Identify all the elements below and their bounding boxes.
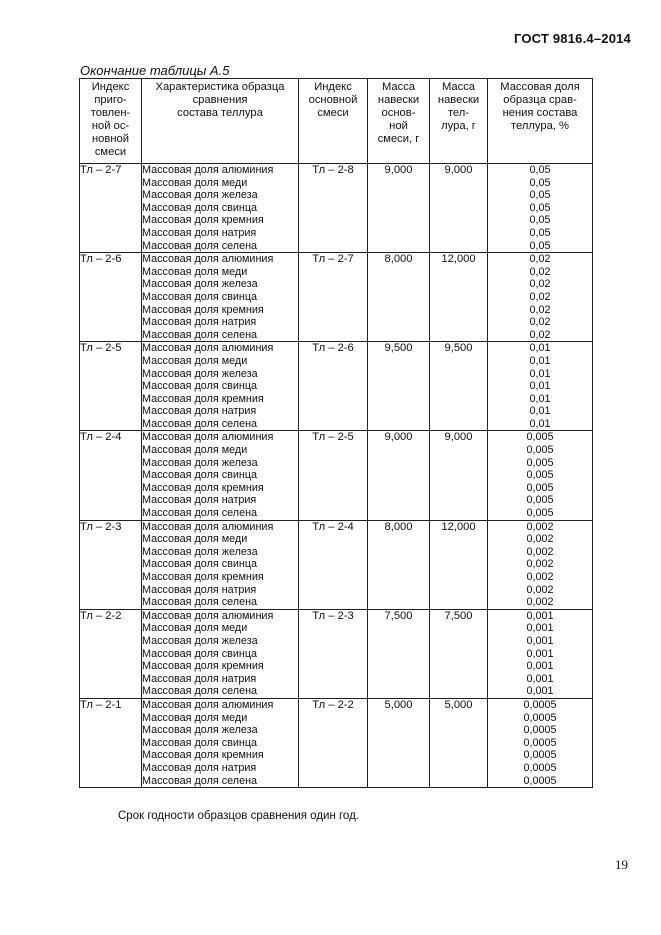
characteristic-line: Массовая доля натрия [142,494,257,507]
mass-fraction-value: 0,05 [529,189,551,202]
mass-fraction-value: 0,0005 [523,736,557,749]
mass-fraction-value: 0,01 [529,380,551,393]
mass-fraction-value: 0,01 [529,405,551,418]
characteristic-line: Массовая доля меди [142,711,248,724]
mass-fraction-value: 0,05 [529,164,551,176]
characteristic-line: Массовая доля селена [142,417,258,430]
prepared-mix-index: Тл – 2-2 [80,609,142,698]
characteristic-line: Массовая доля селена [142,596,258,609]
col-header-mass-fraction: Массовая доля образца срав- нения состава теллура, % [488,79,593,164]
characteristic-line: Массовая доля железа [142,367,258,380]
tellurium-mass: 9,500 [430,342,488,431]
tellurium-mass: 12,000 [430,253,488,342]
base-mix-mass: 9,000 [368,431,430,520]
mass-fraction-value: 0,002 [526,520,554,533]
table-row [80,253,593,342]
base-mix-index: Тл – 2-8 [299,164,368,253]
characteristic-line: Массовая доля железа [142,545,258,558]
characteristics-cell [142,609,299,698]
mass-fraction-value: 0,01 [529,392,551,405]
mass-fraction-value: 0,02 [529,328,551,341]
mass-fraction-value: 0,01 [529,342,551,355]
tellurium-mass: 9,000 [430,431,488,520]
base-mix-mass: 7,500 [368,609,430,698]
characteristic-line: Массовая доля кремния [142,660,264,673]
mass-fraction-value: 0,05 [529,214,551,227]
table-row [80,431,593,520]
mass-fraction-value: 0,002 [526,533,554,546]
mass-fraction-value: 0,01 [529,367,551,380]
characteristic-line: Массовая доля алюминия [142,253,274,266]
mass-fraction-value: 0,005 [526,481,554,494]
mass-fraction-value: 0,02 [529,316,551,329]
characteristic-line: Массовая доля кремния [142,481,264,494]
mass-fraction-value: 0,0005 [523,698,557,711]
mass-fraction-value: 0,005 [526,431,554,444]
base-mix-mass: 9,500 [368,342,430,431]
characteristic-line: Массовая доля меди [142,622,248,635]
mass-fraction-value: 0,002 [526,583,554,596]
table-row [80,609,593,698]
characteristic-line: Массовая доля свинца [142,469,258,482]
mass-fraction-value: 0,001 [526,685,554,698]
mass-fraction-value: 0,0005 [523,774,557,787]
mass-fraction-value: 0,001 [526,609,554,622]
characteristic-line: Массовая доля кремния [142,749,264,762]
mass-fraction-value: 0,001 [526,634,554,647]
mass-fractions-cell [488,253,593,342]
mass-fraction-value: 0,0005 [523,711,557,724]
mass-fraction-value: 0,05 [529,239,551,252]
base-mix-index: Тл – 2-4 [299,520,368,609]
characteristic-line: Массовая доля алюминия [142,164,274,176]
characteristic-line: Массовая доля меди [142,533,248,546]
mass-fraction-value: 0,0005 [523,724,557,737]
characteristic-line: Массовая доля алюминия [142,520,274,533]
tellurium-mass: 7,500 [430,609,488,698]
table-row [80,698,593,787]
characteristic-line: Массовая доля алюминия [142,342,274,355]
prepared-mix-index: Тл – 2-7 [80,164,142,253]
base-mix-index: Тл – 2-7 [299,253,368,342]
mass-fraction-value: 0,005 [526,456,554,469]
base-mix-mass: 9,000 [368,164,430,253]
characteristic-line: Массовая доля свинца [142,558,258,571]
characteristic-line: Массовая доля меди [142,265,248,278]
characteristic-line: Массовая доля железа [142,189,258,202]
base-mix-index: Тл – 2-5 [299,431,368,520]
characteristic-line: Массовая доля алюминия [142,698,274,711]
mass-fractions-cell [488,520,593,609]
characteristic-line: Массовая доля селена [142,328,258,341]
characteristic-line: Массовая доля селена [142,774,258,787]
document-code: ГОСТ 9816.4–2014 [513,31,631,46]
characteristic-line: Массовая доля натрия [142,405,257,418]
characteristic-line: Массовая доля свинца [142,290,258,303]
characteristic-line: Массовая доля кремния [142,214,264,227]
prepared-mix-index: Тл – 2-6 [80,253,142,342]
mass-fractions-cell [488,431,593,520]
characteristic-line: Массовая доля кремния [142,303,264,316]
table-row [80,164,593,253]
shelf-life-note: Срок годности образцов сравнения один год. [118,810,359,822]
characteristic-line: Массовая доля свинца [142,647,258,660]
table-header-row [80,79,593,164]
characteristic-line: Массовая доля свинца [142,736,258,749]
characteristic-line: Массовая доля железа [142,456,258,469]
mass-fraction-value: 0,02 [529,253,551,266]
mass-fraction-value: 0,001 [526,660,554,673]
characteristic-line: Массовая доля селена [142,239,258,252]
characteristic-line: Массовая доля железа [142,724,258,737]
base-mix-mass: 8,000 [368,520,430,609]
characteristic-line: Массовая доля натрия [142,226,257,239]
characteristic-line: Массовая доля натрия [142,672,257,685]
mass-fraction-value: 0,05 [529,201,551,214]
mass-fractions-cell [488,698,593,787]
page-number: 19 [615,857,628,872]
table-body [80,164,593,788]
prepared-mix-index: Тл – 2-3 [80,520,142,609]
base-mix-index: Тл – 2-6 [299,342,368,431]
tellurium-mass: 5,000 [430,698,488,787]
mass-fraction-value: 0,001 [526,672,554,685]
mass-fraction-value: 0,02 [529,303,551,316]
mass-fraction-value: 0,0005 [523,761,557,774]
base-mix-index: Тл – 2-2 [299,698,368,787]
col-header-base-mass: Масса навески основ- ной смеси, г [368,79,430,164]
prepared-mix-index: Тл – 2-1 [80,698,142,787]
mass-fractions-cell [488,609,593,698]
characteristics-cell [142,431,299,520]
mass-fraction-value: 0,02 [529,265,551,278]
characteristic-line: Массовая доля свинца [142,380,258,393]
characteristics-cell [142,164,299,253]
col-header-characteristic: Характеристика образца сравнения состава теллура [142,79,299,164]
characteristic-line: Массовая доля кремния [142,571,264,583]
characteristic-line: Массовая доля натрия [142,761,257,774]
characteristic-line: Массовая доля железа [142,634,258,647]
characteristics-cell [142,342,299,431]
characteristic-line: Массовая доля селена [142,685,258,698]
mass-fraction-value: 0,01 [529,417,551,430]
characteristic-line: Массовая доля меди [142,444,248,457]
mass-fraction-value: 0,01 [529,354,551,367]
characteristic-line: Массовая доля натрия [142,316,257,329]
mass-fraction-value: 0,05 [529,226,551,239]
mass-fraction-value: 0,0005 [523,749,557,762]
mass-fraction-value: 0,02 [529,290,551,303]
table-caption: Окончание таблицы А.5 [80,63,230,78]
col-header-index: Индекс приго- товлен- ной ос- новной смеси [80,79,142,164]
tellurium-mass: 9,000 [430,164,488,253]
mass-fraction-value: 0,001 [526,622,554,635]
characteristic-line: Массовая доля меди [142,354,248,367]
mass-fraction-value: 0,001 [526,647,554,660]
base-mix-mass: 8,000 [368,253,430,342]
table-row [80,342,593,431]
tellurium-mass: 12,000 [430,520,488,609]
col-header-base-index: Индекс основной смеси [299,79,368,164]
mass-fraction-value: 0,002 [526,571,554,583]
prepared-mix-index: Тл – 2-5 [80,342,142,431]
prepared-mix-index: Тл – 2-4 [80,431,142,520]
col-header-tellurium-mass: Масса навески тел- лура, г [430,79,488,164]
characteristic-line: Массовая доля свинца [142,201,258,214]
characteristics-cell [142,520,299,609]
base-mix-index: Тл – 2-3 [299,609,368,698]
mass-fraction-value: 0,005 [526,494,554,507]
mass-fraction-value: 0,005 [526,444,554,457]
mass-fraction-value: 0,005 [526,507,554,520]
characteristic-line: Массовая доля натрия [142,583,257,596]
characteristic-line: Массовая доля алюминия [142,609,274,622]
mass-fraction-value: 0,005 [526,469,554,482]
mass-fraction-value: 0,002 [526,596,554,609]
characteristic-line: Массовая доля железа [142,278,258,291]
characteristic-line: Массовая доля селена [142,507,258,520]
characteristic-line: Массовая доля кремния [142,392,264,405]
mass-fraction-value: 0,002 [526,545,554,558]
mass-fraction-value: 0,02 [529,278,551,291]
characteristics-cell [142,253,299,342]
table-row [80,520,593,609]
characteristics-cell [142,698,299,787]
spec-table [79,78,593,788]
base-mix-mass: 5,000 [368,698,430,787]
mass-fractions-cell [488,164,593,253]
mass-fraction-value: 0,002 [526,558,554,571]
mass-fractions-cell [488,342,593,431]
characteristic-line: Массовая доля алюминия [142,431,274,444]
characteristic-line: Массовая доля меди [142,176,248,189]
mass-fraction-value: 0,05 [529,176,551,189]
